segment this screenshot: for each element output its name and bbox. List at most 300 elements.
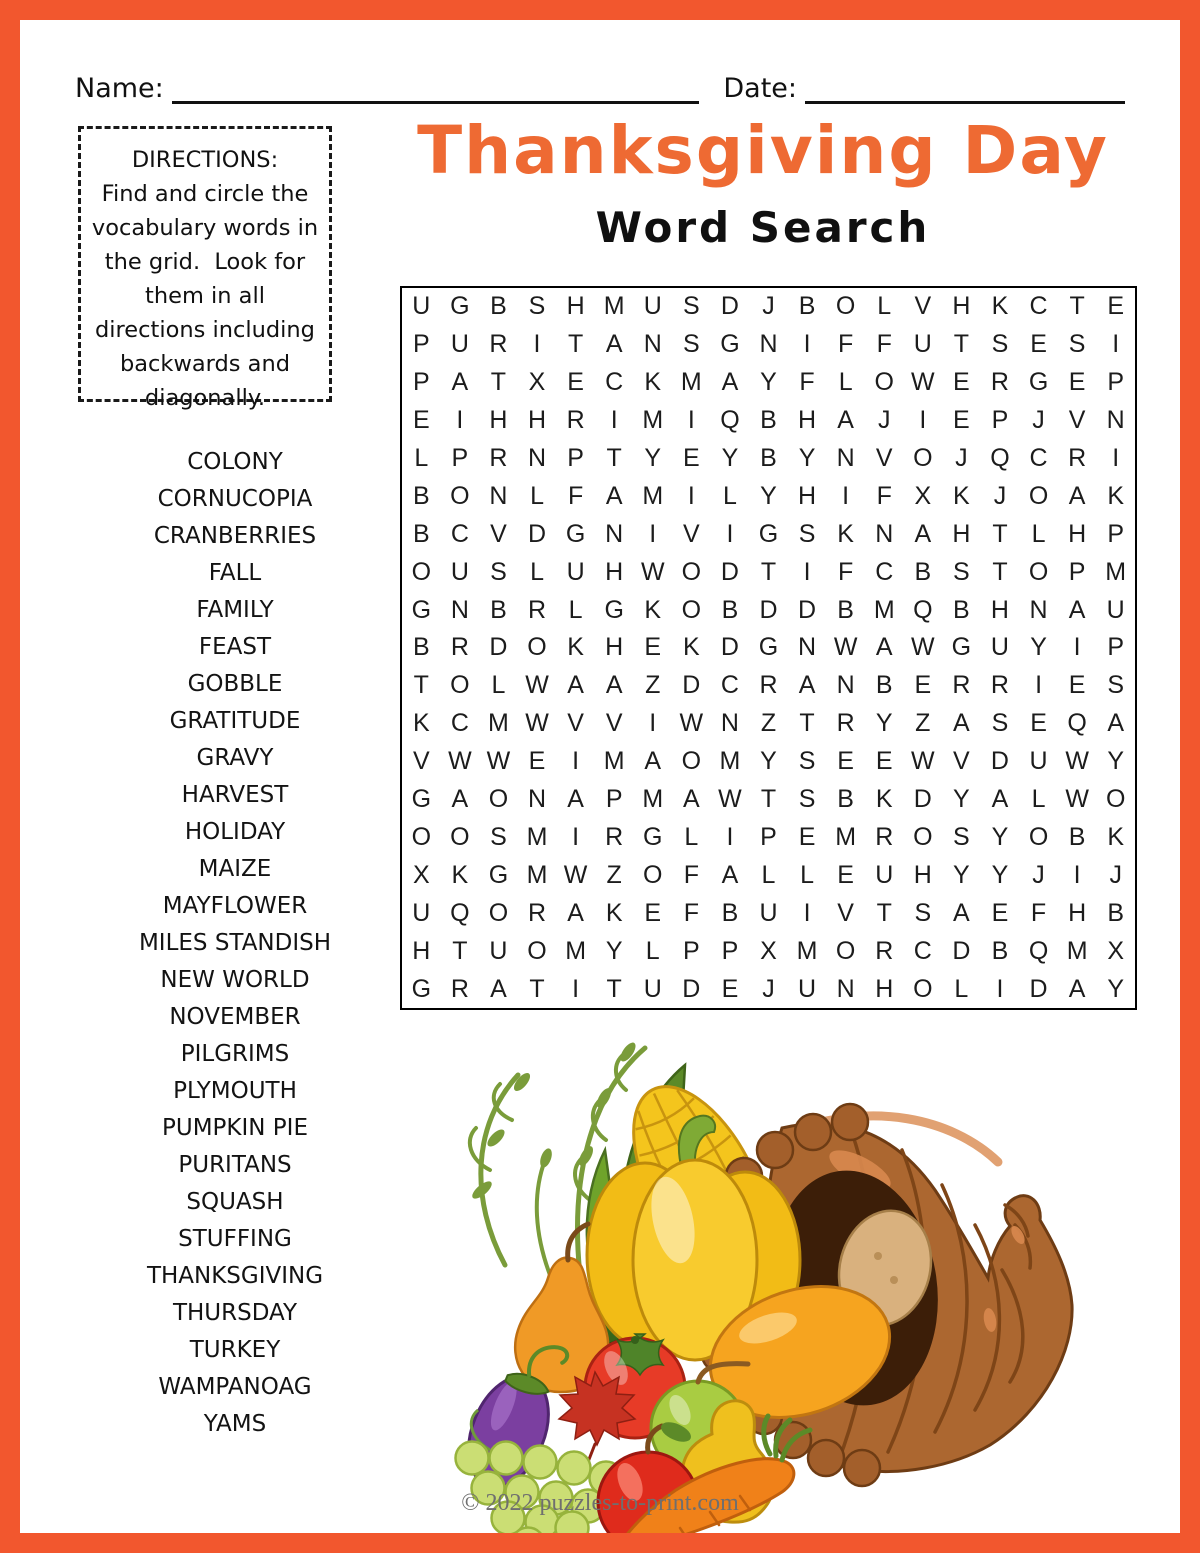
grid-cell[interactable]: G xyxy=(565,519,586,548)
grid-cell[interactable]: T xyxy=(1069,292,1085,321)
grid-cell[interactable]: T xyxy=(529,974,545,1003)
grid-cell[interactable]: T xyxy=(760,557,777,586)
grid-cell[interactable]: H xyxy=(875,974,894,1003)
grid-cell[interactable]: Q xyxy=(990,444,1010,473)
grid-cell[interactable]: Y xyxy=(991,822,1009,851)
grid-cell[interactable]: E xyxy=(567,368,584,397)
grid-cell[interactable]: N xyxy=(527,785,547,814)
grid-cell[interactable]: P xyxy=(682,936,700,965)
grid-cell[interactable]: B xyxy=(953,595,970,624)
grid-cell[interactable]: Y xyxy=(991,860,1009,889)
grid-cell[interactable]: N xyxy=(605,519,624,548)
grid-cell[interactable]: I xyxy=(996,974,1004,1003)
grid-cell[interactable]: A xyxy=(953,898,970,927)
grid-cell[interactable]: Q xyxy=(720,406,740,435)
grid-cell[interactable]: A xyxy=(605,481,623,510)
grid-cell[interactable]: Y xyxy=(798,444,816,473)
grid-cell[interactable]: N xyxy=(643,330,662,359)
grid-cell[interactable]: X xyxy=(412,860,430,889)
grid-cell[interactable]: O xyxy=(1028,822,1049,851)
grid-cell[interactable]: I xyxy=(919,406,927,435)
grid-cell[interactable]: Z xyxy=(915,709,931,738)
grid-cell[interactable]: K xyxy=(953,481,970,510)
grid-cell[interactable]: F xyxy=(683,898,699,927)
grid-cell[interactable]: U xyxy=(412,292,431,321)
grid-cell[interactable]: I xyxy=(1035,671,1043,700)
grid-cell[interactable]: F xyxy=(1030,898,1047,927)
grid-cell[interactable]: S xyxy=(953,822,970,851)
grid-cell[interactable]: M xyxy=(796,936,818,965)
grid-cell[interactable]: W xyxy=(911,747,935,776)
grid-cell[interactable]: O xyxy=(411,822,432,851)
grid-cell[interactable]: L xyxy=(568,595,583,624)
grid-cell[interactable]: Z xyxy=(760,709,777,738)
grid-cell[interactable]: U xyxy=(450,330,469,359)
name-input-line[interactable] xyxy=(172,68,700,104)
grid-cell[interactable]: P xyxy=(412,330,430,359)
grid-cell[interactable]: B xyxy=(875,671,893,700)
grid-cell[interactable]: O xyxy=(1105,785,1126,814)
grid-cell[interactable]: W xyxy=(718,785,742,814)
grid-cell[interactable]: R xyxy=(527,595,547,624)
grid-cell[interactable]: M xyxy=(603,747,625,776)
grid-cell[interactable]: A xyxy=(490,974,507,1003)
grid-cell[interactable]: C xyxy=(1029,292,1048,321)
grid-cell[interactable]: J xyxy=(993,481,1007,510)
grid-cell[interactable]: M xyxy=(873,595,895,624)
grid-cell[interactable]: H xyxy=(1068,898,1087,927)
grid-cell[interactable]: R xyxy=(1068,444,1087,473)
grid-cell[interactable]: M xyxy=(835,822,857,851)
grid-cell[interactable]: T xyxy=(567,330,584,359)
grid-cell[interactable]: A xyxy=(721,860,739,889)
grid-cell[interactable]: V xyxy=(1068,406,1086,435)
grid-cell[interactable]: I xyxy=(1112,330,1120,359)
grid-cell[interactable]: H xyxy=(527,406,547,435)
grid-cell[interactable]: U xyxy=(798,974,817,1003)
grid-cell[interactable]: E xyxy=(991,898,1009,927)
grid-cell[interactable]: R xyxy=(566,406,585,435)
grid-cell[interactable]: I xyxy=(649,519,657,548)
grid-cell[interactable]: H xyxy=(952,292,971,321)
grid-cell[interactable]: S xyxy=(798,519,816,548)
grid-cell[interactable]: W xyxy=(679,709,704,738)
grid-cell[interactable]: W xyxy=(911,633,935,662)
grid-cell[interactable]: B xyxy=(760,444,777,473)
grid-cell[interactable]: T xyxy=(992,557,1008,586)
grid-cell[interactable]: B xyxy=(991,936,1009,965)
grid-cell[interactable]: Y xyxy=(1030,633,1047,662)
grid-cell[interactable]: T xyxy=(606,974,622,1003)
grid-cell[interactable]: I xyxy=(842,481,850,510)
grid-cell[interactable]: L xyxy=(645,936,660,965)
grid-cell[interactable]: V xyxy=(567,709,584,738)
grid-cell[interactable]: O xyxy=(450,671,470,700)
grid-cell[interactable]: P xyxy=(451,444,469,473)
grid-cell[interactable]: G xyxy=(411,595,432,624)
grid-cell[interactable]: A xyxy=(1068,974,1086,1003)
grid-cell[interactable]: R xyxy=(875,822,894,851)
grid-cell[interactable]: I xyxy=(803,330,811,359)
grid-cell[interactable]: A xyxy=(837,406,854,435)
grid-cell[interactable]: N xyxy=(720,709,739,738)
grid-cell[interactable]: F xyxy=(876,330,892,359)
grid-cell[interactable]: W xyxy=(911,368,935,397)
grid-cell[interactable]: A xyxy=(682,785,700,814)
grid-cell[interactable]: D xyxy=(527,519,547,548)
grid-cell[interactable]: C xyxy=(450,709,469,738)
grid-cell[interactable]: I xyxy=(649,709,657,738)
grid-cell[interactable]: A xyxy=(721,368,739,397)
grid-cell[interactable]: G xyxy=(758,633,779,662)
grid-cell[interactable]: D xyxy=(990,747,1009,776)
grid-cell[interactable]: A xyxy=(1107,709,1125,738)
grid-cell[interactable]: D xyxy=(720,557,739,586)
grid-cell[interactable]: F xyxy=(799,368,815,397)
grid-cell[interactable]: U xyxy=(643,974,662,1003)
grid-cell[interactable]: E xyxy=(1068,368,1086,397)
grid-cell[interactable]: W xyxy=(486,747,511,776)
grid-cell[interactable]: L xyxy=(684,822,699,851)
grid-cell[interactable]: K xyxy=(644,595,662,624)
grid-cell[interactable]: T xyxy=(876,898,892,927)
grid-cell[interactable]: U xyxy=(759,898,778,927)
grid-cell[interactable]: Q xyxy=(1067,709,1087,738)
grid-cell[interactable]: T xyxy=(799,709,815,738)
grid-cell[interactable]: U xyxy=(489,936,508,965)
grid-cell[interactable]: C xyxy=(450,519,469,548)
grid-cell[interactable]: G xyxy=(488,860,509,889)
grid-cell[interactable]: G xyxy=(604,595,624,624)
grid-cell[interactable]: V xyxy=(953,747,970,776)
grid-cell[interactable]: L xyxy=(491,671,506,700)
grid-cell[interactable]: G xyxy=(643,822,663,851)
grid-cell[interactable]: D xyxy=(682,974,701,1003)
grid-cell[interactable]: F xyxy=(838,557,854,586)
grid-cell[interactable]: X xyxy=(528,368,546,397)
grid-cell[interactable]: B xyxy=(837,595,854,624)
grid-cell[interactable]: A xyxy=(567,785,584,814)
grid-cell[interactable]: K xyxy=(1107,822,1125,851)
grid-cell[interactable]: D xyxy=(489,633,508,662)
grid-cell[interactable]: D xyxy=(720,633,739,662)
grid-cell[interactable]: A xyxy=(567,671,584,700)
grid-cell[interactable]: K xyxy=(1107,481,1125,510)
grid-cell[interactable]: Y xyxy=(605,936,623,965)
grid-cell[interactable]: H xyxy=(913,860,932,889)
grid-cell[interactable]: E xyxy=(1107,292,1125,321)
grid-cell[interactable]: K xyxy=(991,292,1009,321)
grid-cell[interactable]: Y xyxy=(760,481,777,510)
grid-cell[interactable]: I xyxy=(456,406,464,435)
grid-cell[interactable]: E xyxy=(875,747,893,776)
grid-cell[interactable]: F xyxy=(683,860,699,889)
grid-cell[interactable]: B xyxy=(837,785,854,814)
grid-cell[interactable]: P xyxy=(567,444,584,473)
grid-cell[interactable]: E xyxy=(644,633,662,662)
grid-cell[interactable]: I xyxy=(610,406,618,435)
grid-cell[interactable]: Q xyxy=(1028,936,1049,965)
grid-cell[interactable]: M xyxy=(642,406,664,435)
grid-cell[interactable]: U xyxy=(1106,595,1125,624)
grid-cell[interactable]: B xyxy=(1107,898,1125,927)
grid-cell[interactable]: K xyxy=(412,709,430,738)
grid-cell[interactable]: T xyxy=(992,519,1008,548)
grid-cell[interactable]: L xyxy=(530,557,544,586)
grid-cell[interactable]: L xyxy=(1031,519,1046,548)
grid-cell[interactable]: M xyxy=(526,860,548,889)
grid-cell[interactable]: O xyxy=(450,822,470,851)
grid-cell[interactable]: V xyxy=(605,709,623,738)
grid-cell[interactable]: O xyxy=(913,974,933,1003)
grid-cell[interactable]: Y xyxy=(644,444,662,473)
grid-cell[interactable]: H xyxy=(798,406,817,435)
grid-cell[interactable]: T xyxy=(413,671,429,700)
grid-cell[interactable]: V xyxy=(837,898,854,927)
grid-cell[interactable]: R xyxy=(489,330,508,359)
grid-cell[interactable]: J xyxy=(762,974,775,1003)
grid-cell[interactable]: R xyxy=(990,671,1009,700)
grid-cell[interactable]: E xyxy=(953,368,970,397)
grid-cell[interactable]: O xyxy=(681,557,702,586)
grid-cell[interactable]: R xyxy=(605,822,624,851)
grid-cell[interactable]: I xyxy=(1073,633,1081,662)
grid-cell[interactable]: A xyxy=(605,330,623,359)
grid-cell[interactable]: A xyxy=(914,519,932,548)
grid-cell[interactable]: I xyxy=(533,330,541,359)
grid-cell[interactable]: I xyxy=(572,822,580,851)
grid-cell[interactable]: M xyxy=(642,785,664,814)
grid-cell[interactable]: Y xyxy=(875,709,893,738)
grid-cell[interactable]: B xyxy=(412,633,430,662)
grid-cell[interactable]: G xyxy=(450,292,470,321)
grid-cell[interactable]: Y xyxy=(721,444,739,473)
grid-cell[interactable]: Y xyxy=(953,785,970,814)
grid-cell[interactable]: X xyxy=(760,936,777,965)
grid-cell[interactable]: R xyxy=(527,898,547,927)
grid-cell[interactable]: W xyxy=(1065,785,1089,814)
grid-cell[interactable]: J xyxy=(1032,406,1045,435)
grid-cell[interactable]: M xyxy=(488,709,509,738)
grid-cell[interactable]: A xyxy=(953,709,970,738)
grid-cell[interactable]: E xyxy=(412,406,430,435)
grid-cell[interactable]: S xyxy=(798,785,816,814)
grid-cell[interactable]: M xyxy=(1105,557,1127,586)
grid-cell[interactable]: A xyxy=(567,898,584,927)
grid-cell[interactable]: B xyxy=(412,481,430,510)
grid-cell[interactable]: U xyxy=(1029,747,1048,776)
grid-cell[interactable]: M xyxy=(1066,936,1088,965)
grid-cell[interactable]: K xyxy=(682,633,700,662)
grid-cell[interactable]: O xyxy=(913,444,933,473)
grid-cell[interactable]: Y xyxy=(1107,974,1125,1003)
grid-cell[interactable]: Y xyxy=(760,747,777,776)
grid-cell[interactable]: B xyxy=(1068,822,1086,851)
grid-cell[interactable]: D xyxy=(913,785,932,814)
grid-cell[interactable]: R xyxy=(450,974,469,1003)
grid-cell[interactable]: R xyxy=(759,671,778,700)
grid-cell[interactable]: B xyxy=(412,519,430,548)
grid-cell[interactable]: D xyxy=(952,936,971,965)
grid-cell[interactable]: B xyxy=(760,406,777,435)
grid-cell[interactable]: A xyxy=(798,671,816,700)
grid-cell[interactable]: S xyxy=(991,330,1009,359)
grid-cell[interactable]: X xyxy=(1107,936,1125,965)
grid-cell[interactable]: B xyxy=(798,292,816,321)
grid-cell[interactable]: E xyxy=(1030,709,1047,738)
grid-cell[interactable]: O xyxy=(450,481,470,510)
grid-cell[interactable]: H xyxy=(1068,519,1087,548)
grid-cell[interactable]: O xyxy=(527,633,547,662)
grid-cell[interactable]: O xyxy=(1028,481,1049,510)
grid-cell[interactable]: P xyxy=(605,785,623,814)
grid-cell[interactable]: N xyxy=(836,671,855,700)
grid-cell[interactable]: M xyxy=(603,292,625,321)
grid-cell[interactable]: E xyxy=(837,747,854,776)
grid-cell[interactable]: T xyxy=(760,785,777,814)
grid-cell[interactable]: H xyxy=(605,557,624,586)
grid-cell[interactable]: S xyxy=(1107,671,1125,700)
grid-cell[interactable]: A xyxy=(991,785,1009,814)
grid-cell[interactable]: M xyxy=(526,822,548,851)
grid-cell[interactable]: W xyxy=(833,633,858,662)
grid-cell[interactable]: L xyxy=(1031,785,1046,814)
grid-cell[interactable]: W xyxy=(448,747,472,776)
grid-cell[interactable]: B xyxy=(490,292,507,321)
grid-cell[interactable]: O xyxy=(488,785,509,814)
grid-cell[interactable]: U xyxy=(566,557,585,586)
grid-cell[interactable]: I xyxy=(687,406,695,435)
grid-cell[interactable]: R xyxy=(450,633,469,662)
grid-cell[interactable]: K xyxy=(605,898,623,927)
grid-cell[interactable]: F xyxy=(876,481,892,510)
grid-cell[interactable]: G xyxy=(1028,368,1049,397)
grid-cell[interactable]: I xyxy=(1073,860,1081,889)
grid-cell[interactable]: V xyxy=(682,519,700,548)
grid-cell[interactable]: H xyxy=(489,406,508,435)
grid-cell[interactable]: W xyxy=(1065,747,1089,776)
grid-cell[interactable]: N xyxy=(798,633,817,662)
grid-cell[interactable]: J xyxy=(955,444,968,473)
grid-cell[interactable]: N xyxy=(527,444,547,473)
grid-cell[interactable]: G xyxy=(951,633,972,662)
grid-cell[interactable]: J xyxy=(762,292,775,321)
grid-cell[interactable]: C xyxy=(1029,444,1048,473)
grid-cell[interactable]: I xyxy=(687,481,695,510)
grid-cell[interactable]: I xyxy=(726,822,734,851)
grid-cell[interactable]: E xyxy=(953,406,970,435)
grid-cell[interactable]: F xyxy=(838,330,854,359)
grid-cell[interactable]: A xyxy=(875,633,893,662)
grid-cell[interactable]: E xyxy=(837,860,854,889)
grid-cell[interactable]: C xyxy=(913,936,932,965)
grid-cell[interactable]: N xyxy=(1029,595,1048,624)
grid-cell[interactable]: O xyxy=(913,822,933,851)
grid-cell[interactable]: E xyxy=(1068,671,1086,700)
grid-cell[interactable]: G xyxy=(758,519,779,548)
grid-cell[interactable]: P xyxy=(721,936,739,965)
grid-cell[interactable]: L xyxy=(761,860,776,889)
grid-cell[interactable]: B xyxy=(914,557,932,586)
grid-cell[interactable]: I xyxy=(572,974,580,1003)
grid-cell[interactable]: C xyxy=(875,557,894,586)
grid-cell[interactable]: S xyxy=(798,747,816,776)
grid-cell[interactable]: E xyxy=(798,822,816,851)
grid-cell[interactable]: R xyxy=(489,444,508,473)
grid-cell[interactable]: S xyxy=(490,822,507,851)
grid-cell[interactable]: Y xyxy=(1107,747,1125,776)
grid-cell[interactable]: P xyxy=(412,368,430,397)
grid-cell[interactable]: C xyxy=(605,368,624,397)
grid-cell[interactable]: P xyxy=(1107,633,1125,662)
grid-cell[interactable]: O xyxy=(1028,557,1049,586)
grid-cell[interactable]: G xyxy=(720,330,740,359)
grid-cell[interactable]: E xyxy=(1030,330,1047,359)
grid-cell[interactable]: P xyxy=(1107,519,1125,548)
grid-cell[interactable]: W xyxy=(525,671,549,700)
grid-cell[interactable]: V xyxy=(875,444,893,473)
grid-cell[interactable]: S xyxy=(914,898,932,927)
grid-cell[interactable]: H xyxy=(412,936,431,965)
grid-cell[interactable]: L xyxy=(414,444,429,473)
grid-cell[interactable]: W xyxy=(640,557,665,586)
grid-cell[interactable]: D xyxy=(720,292,739,321)
grid-cell[interactable]: S xyxy=(991,709,1009,738)
grid-cell[interactable]: O xyxy=(488,898,509,927)
grid-cell[interactable]: O xyxy=(835,292,856,321)
grid-cell[interactable]: T xyxy=(452,936,468,965)
grid-cell[interactable]: A xyxy=(1068,595,1086,624)
grid-cell[interactable]: F xyxy=(567,481,584,510)
grid-cell[interactable]: N xyxy=(1106,406,1125,435)
grid-cell[interactable]: P xyxy=(760,822,777,851)
grid-cell[interactable]: Z xyxy=(645,671,661,700)
grid-cell[interactable]: S xyxy=(682,330,700,359)
grid-cell[interactable]: S xyxy=(528,292,546,321)
grid-cell[interactable]: O xyxy=(411,557,432,586)
grid-cell[interactable]: S xyxy=(1068,330,1086,359)
grid-cell[interactable]: U xyxy=(913,330,932,359)
grid-cell[interactable]: B xyxy=(721,898,739,927)
grid-cell[interactable]: J xyxy=(877,406,891,435)
grid-cell[interactable]: U xyxy=(875,860,894,889)
grid-cell[interactable]: U xyxy=(450,557,469,586)
grid-cell[interactable]: A xyxy=(644,747,662,776)
grid-cell[interactable]: R xyxy=(990,368,1009,397)
grid-cell[interactable]: E xyxy=(682,444,700,473)
grid-cell[interactable]: L xyxy=(800,860,815,889)
grid-cell[interactable]: H xyxy=(990,595,1009,624)
grid-cell[interactable]: M xyxy=(680,368,702,397)
grid-cell[interactable]: D xyxy=(682,671,701,700)
grid-cell[interactable]: K xyxy=(837,519,854,548)
grid-cell[interactable]: R xyxy=(836,709,855,738)
grid-cell[interactable]: M xyxy=(719,747,741,776)
grid-cell[interactable]: U xyxy=(412,898,431,927)
grid-cell[interactable]: N xyxy=(875,519,894,548)
grid-cell[interactable]: Y xyxy=(760,368,777,397)
grid-cell[interactable]: P xyxy=(991,406,1009,435)
grid-cell[interactable]: Q xyxy=(913,595,933,624)
grid-cell[interactable]: J xyxy=(1109,860,1122,889)
grid-cell[interactable]: U xyxy=(643,292,662,321)
grid-cell[interactable]: L xyxy=(838,368,853,397)
grid-cell[interactable]: E xyxy=(528,747,546,776)
grid-cell[interactable]: L xyxy=(722,481,737,510)
grid-cell[interactable]: H xyxy=(605,633,624,662)
grid-cell[interactable]: E xyxy=(644,898,662,927)
grid-cell[interactable]: G xyxy=(411,785,432,814)
